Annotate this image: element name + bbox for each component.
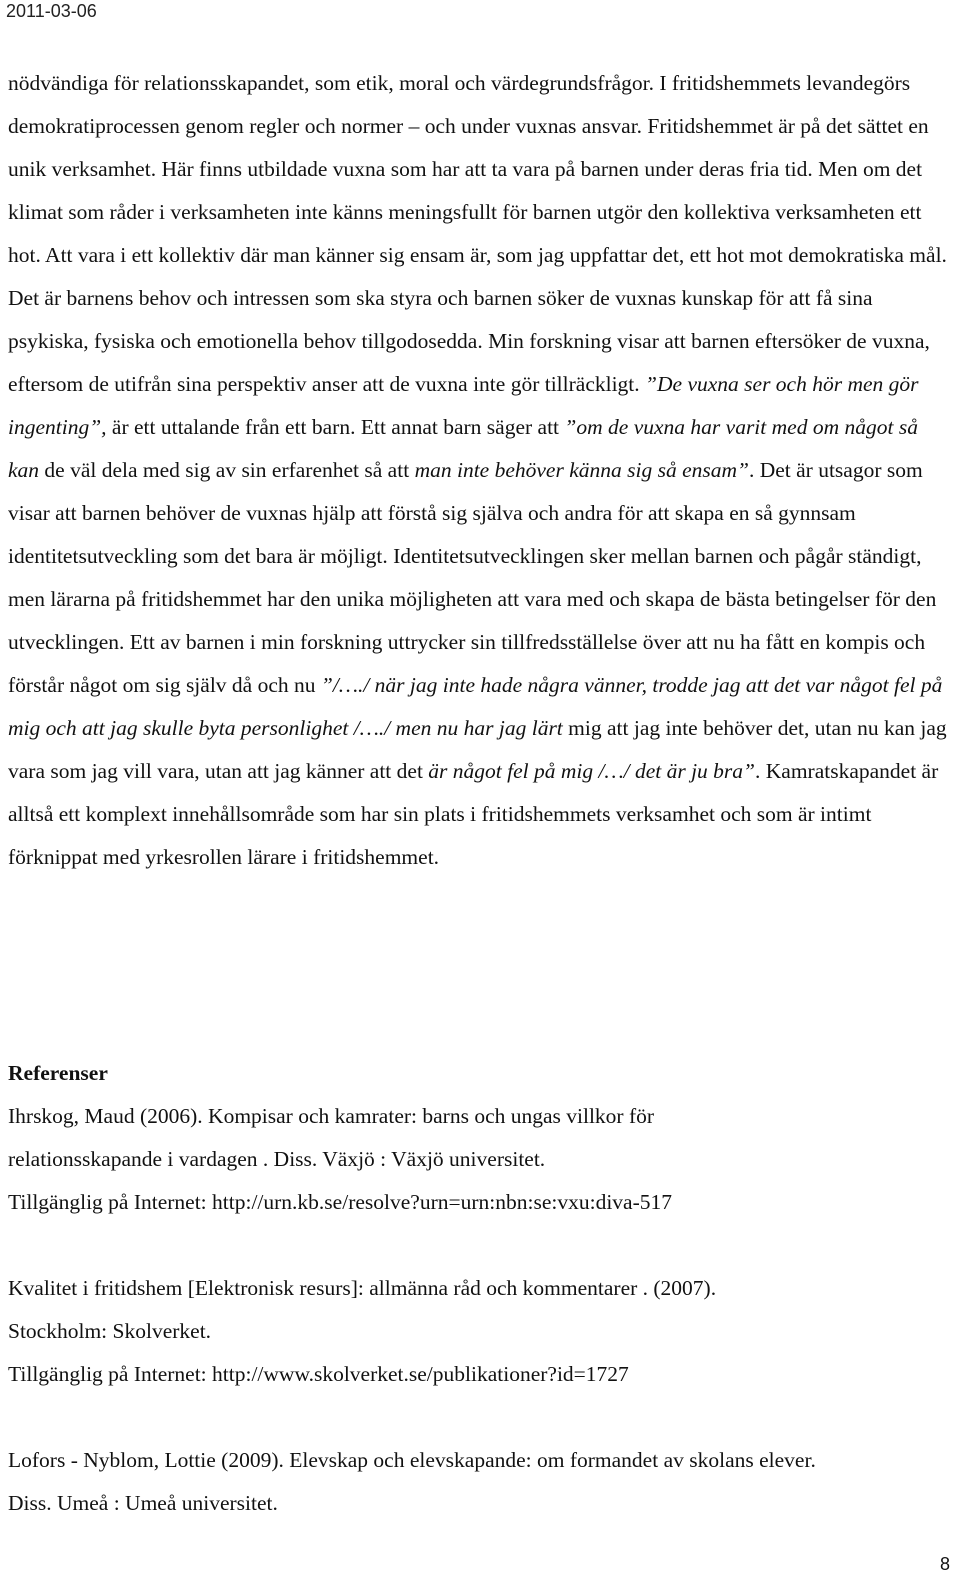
body-text-segment: . Kamratskapandet är alltså ett komplext innehållsområde som har sin plats i fritidshemmets verksamhet och som är intimt förknippat med yrkesrollen lärare i fritidshemmet. bbox=[8, 759, 939, 869]
body-text-segment: mig att jag inte behöver det, utan nu kan jag vara som jag vill vara, utan att jag känner att det bbox=[8, 716, 947, 783]
body-paragraph bbox=[8, 62, 954, 879]
reference-line: Lofors - Nyblom, Lottie (2009). Elevskap och elevskapande: om formandet av skolans elever. bbox=[8, 1448, 816, 1472]
child-quote: är något fel på mig /…/ det är ju bra” bbox=[428, 759, 755, 783]
body-text-segment: de väl dela med sig av sin erfarenhet så att bbox=[39, 458, 415, 482]
references-list bbox=[8, 1095, 954, 1568]
reference-entry bbox=[8, 1439, 954, 1525]
references-heading: Referenser bbox=[8, 1061, 108, 1085]
body-text-segment: nödvändiga för relationsskapandet, som etik, moral och värdegrundsfrågor. I fritidshemmets levandegörs demokratiprocessen genom regler och normer – och under vuxnas ansvar. Fritidshemmet är på det sättet en unik verksamhet. Här finns utbildade vuxna som har att ta vara på barnen under deras fria tid. Men om det klimat som råder i verksamheten inte känns meningsfullt för barnen utgör den kollektiva verksamheten ett hot. Att vara i ett kollektiv där man känner sig ensam är, som jag uppfattar det, ett hot mot demokratiska mål. Det är barnens behov och intressen som ska styra och barnen söker de vuxnas kunskap för att få sina psykiska, fysiska och emotionella behov tillgodosedda. Min forskning visar att barnen eftersöker de vuxna, eftersom de utifrån sina perspektiv anser att de vuxna inte gör tillräckligt. bbox=[8, 71, 947, 396]
reference-line: Diss. Umeå : Umeå universitet. bbox=[8, 1491, 278, 1515]
reference-line: Kvalitet i fritidshem [Elektronisk resurs]: allmänna råd och kommentarer . (2007). bbox=[8, 1276, 717, 1300]
reference-entry bbox=[8, 1267, 954, 1396]
reference-line: Tillgänglig på Internet: http://www.skolverket.se/publikationer?id=1727 bbox=[8, 1362, 629, 1386]
page-number: 8 bbox=[939, 1554, 950, 1574]
reference-line: Stockholm: Skolverket. bbox=[8, 1319, 212, 1343]
page-date: 2011-03-06 bbox=[6, 1, 97, 21]
body-text-segment: . Det är utsagor som visar att barnen behöver de vuxnas hjälp att förstå sig själva och andra för att skapa en så gynnsam identitetsutveckling som det bara är möjligt. Identitetsutvecklingen sker mellan barnen och pågår ständigt, men lärarna på fritidshemmet har den unika möjligheten att vara med och skapa de bästa betingelser för den utvecklingen. Ett av barnen i min forskning uttrycker sin tillfredsställelse över att nu ha fått en kompis och förstår något om sig själv då och nu bbox=[8, 458, 937, 697]
reference-entry bbox=[8, 1095, 954, 1224]
child-quote: ”om de vuxna har varit med om något så kan bbox=[8, 415, 918, 482]
reference-line: Tillgänglig på Internet: http://urn.kb.se/resolve?urn=urn:nbn:se:vxu:diva-517 bbox=[8, 1190, 672, 1214]
child-quote: man inte behöver känna sig så ensam” bbox=[414, 458, 749, 482]
reference-line: Ihrskog, Maud (2006). Kompisar och kamrater: barns och ungas villkor för bbox=[8, 1104, 655, 1128]
reference-line: relationsskapande i vardagen . Diss. Växjö : Växjö universitet. bbox=[8, 1147, 546, 1171]
child-quote: ”De vuxna ser och hör men gör ingenting”, bbox=[8, 372, 919, 439]
child-quote: ”/…./ när jag inte hade några vänner, trodde jag att det var något fel på mig och att jag skulle byta personlighet /…./ men nu har jag lärt bbox=[8, 673, 943, 740]
body-text-segment: är ett uttalande från ett barn. Ett annat barn säger att bbox=[106, 415, 565, 439]
